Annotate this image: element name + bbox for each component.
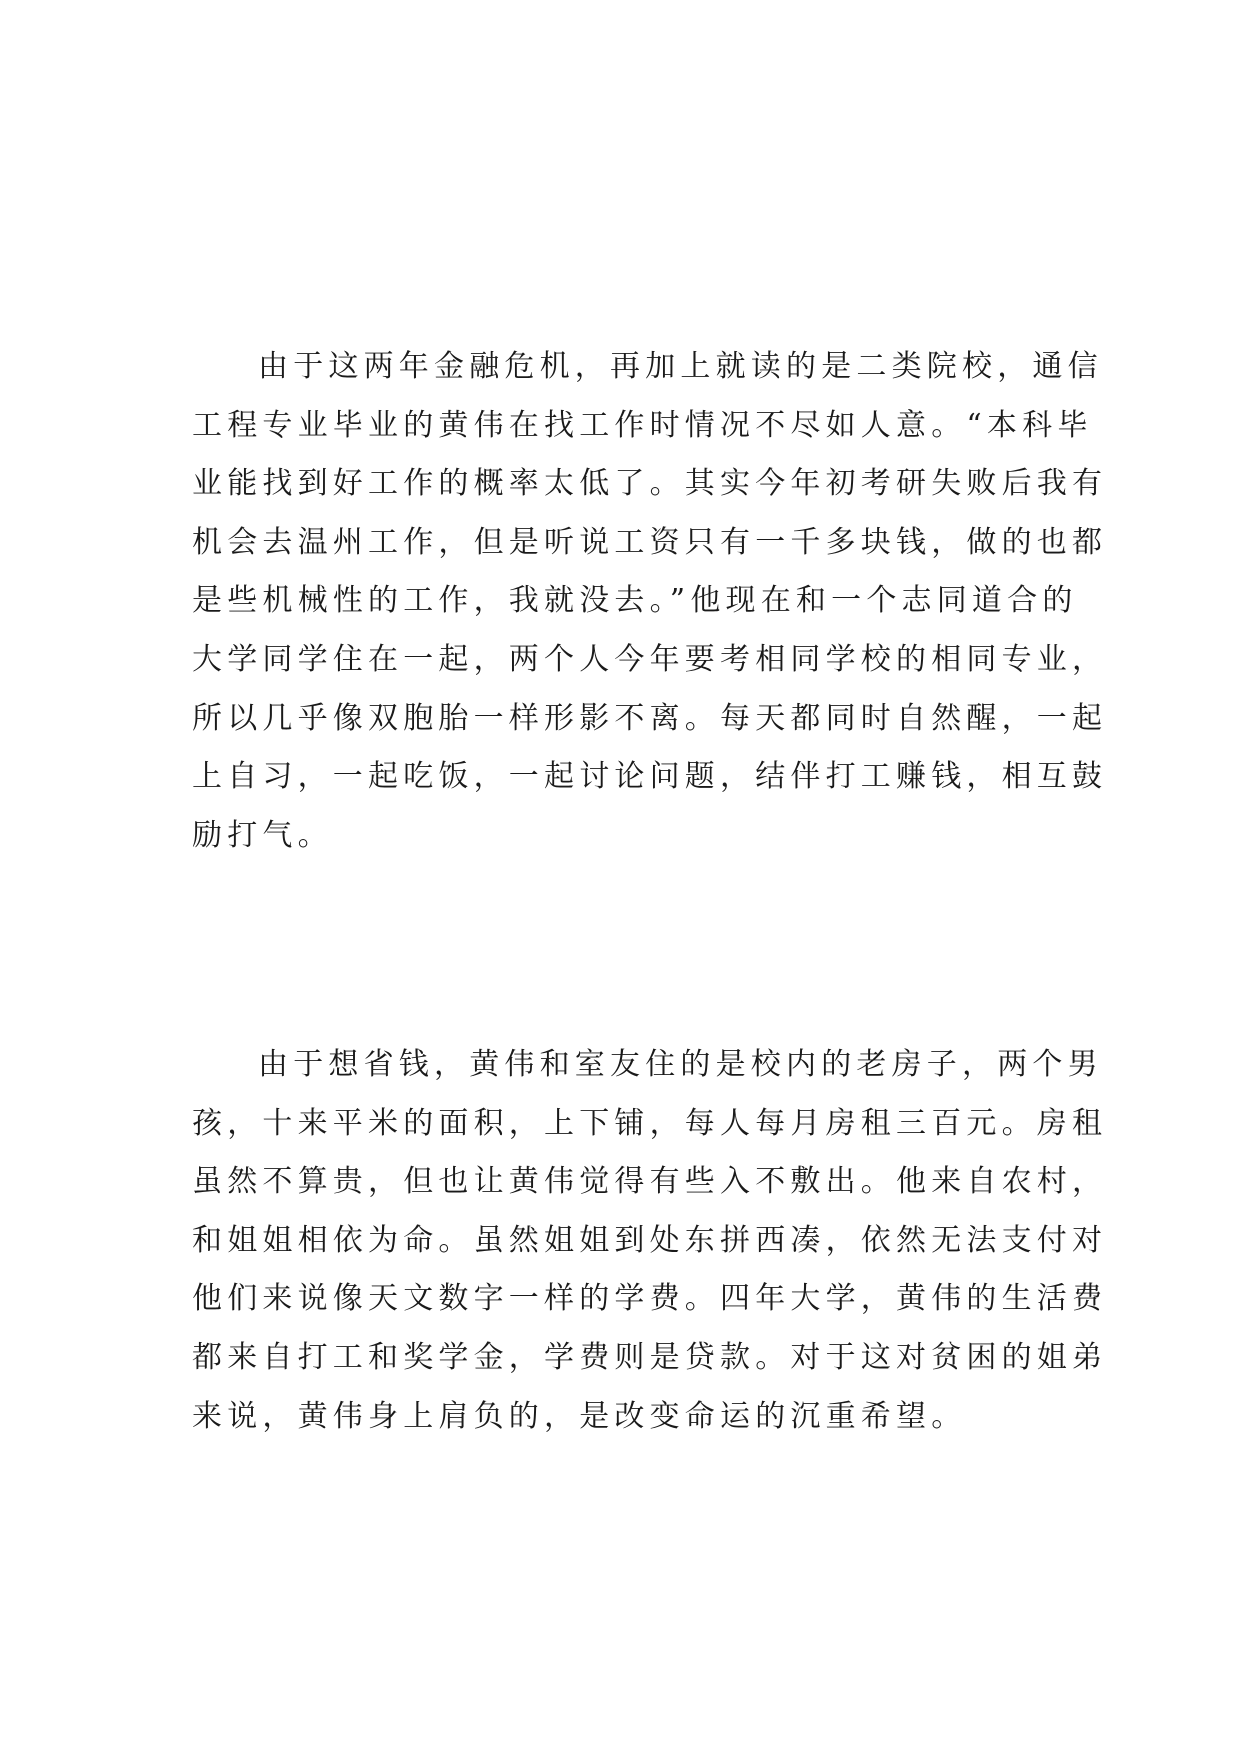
paragraph-line: 由于这两年金融危机，再加上就读的是二类院校，通信: [258, 349, 1103, 384]
paragraph-line: 他们来说像天文数字一样的学费。四年大学，黄伟的生活费: [192, 1281, 1108, 1317]
paragraph-line: 大学同学住在一起，两个人今年要考相同学校的相同专业，: [192, 641, 1108, 677]
paragraph-line: 所以几乎像双胞胎一样形影不离。每天都同时自然醒，一起: [192, 700, 1108, 736]
paragraph-2: [192, 1036, 1108, 1446]
paragraph-line: 都来自打工和奖学金，学费则是贷款。对于这对贫困的姐弟: [192, 1339, 1108, 1375]
paragraph-line: 和姐姐相依为命。虽然姐姐到处东拼西凑，依然无法支付对: [192, 1222, 1108, 1258]
paragraph-line: 由于想省钱，黄伟和室友住的是校内的老房子，两个男: [258, 1047, 1103, 1082]
paragraph-line: 孩，十来平米的面积，上下铺，每人每月房租三百元。房租: [192, 1105, 1108, 1141]
paragraph-line: 来说，黄伟身上肩负的，是改变命运的沉重希望。: [192, 1398, 967, 1434]
paragraph-line: 机会去温州工作，但是听说工资只有一千多块钱，做的也都: [192, 524, 1108, 560]
paragraph-line: 上自习，一起吃饭，一起讨论问题，结伴打工赚钱，相互鼓: [192, 759, 1108, 795]
paragraph-1: [192, 338, 1108, 865]
paragraph-line: 虽然不算贵，但也让黄伟觉得有些入不敷出。他来自农村，: [192, 1164, 1108, 1200]
paragraph-line: 励打气。: [192, 817, 333, 853]
paragraph-line: 业能找到好工作的概率太低了。其实今年初考研失败后我有: [192, 466, 1108, 502]
paragraph-line: 是些机械性的工作，我就没去。”他现在和一个志同道合的: [192, 583, 1078, 619]
paragraph-line: 工程专业毕业的黄伟在找工作时情况不尽如人意。“本科毕: [192, 407, 1093, 443]
